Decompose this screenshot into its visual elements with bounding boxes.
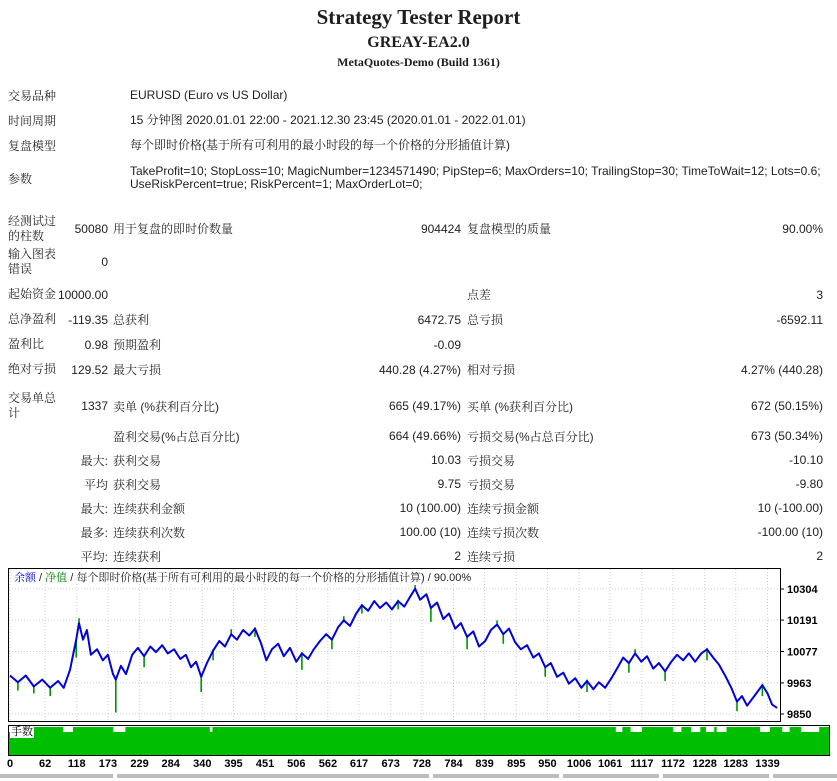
- stats-cell: [8, 500, 108, 517]
- x-tick-label: 118: [67, 758, 86, 770]
- stats-cell: [113, 500, 461, 517]
- stats-cell-label: 连续亏损金额: [467, 501, 540, 516]
- x-tick-label: 62: [38, 758, 52, 770]
- x-tick-label: 229: [130, 758, 149, 770]
- stats-cell: [467, 548, 823, 565]
- stats-row: [8, 212, 837, 245]
- stats-cell-value: 10000.00: [57, 287, 108, 302]
- chart-legend: [12, 572, 473, 584]
- stats-cell-value: 673 (50.34%): [750, 429, 823, 443]
- settings-label: 参数: [8, 171, 33, 186]
- settings-label: 交易品种: [8, 89, 57, 103]
- stats-cell: [113, 524, 461, 541]
- stats-cell-label: 起始资金: [8, 287, 57, 301]
- stats-cell: [467, 311, 823, 328]
- x-tick-label: 617: [349, 758, 369, 770]
- stats-cell-label: 预期盈利: [113, 338, 162, 352]
- settings-value: 每个即时价格(基于所有可利用的最小时段的每一个价格的分形插值计算): [130, 138, 510, 152]
- stats-cell: [113, 336, 461, 353]
- stats-cell: [8, 337, 108, 352]
- x-tick-label: 395: [224, 758, 243, 770]
- stats-cell-value: 664 (49.66%): [388, 429, 461, 443]
- stats-cell-label: 交易单总计: [8, 391, 57, 420]
- legend-balance: 余额: [14, 572, 36, 584]
- stats-cell-value: 最多:: [80, 525, 108, 540]
- stats-cell-value: -119.35: [68, 312, 108, 327]
- server-build: MetaQuotes-Demo (Build 1361): [337, 55, 500, 69]
- stats-cell-value: 4.27% (440.28): [740, 362, 823, 377]
- stats-cell: [8, 391, 108, 421]
- settings-row: [8, 83, 829, 108]
- stats-row: [8, 544, 837, 568]
- stats-cell-label: 卖单 (%获利百分比): [113, 399, 219, 414]
- stats-cell: [8, 247, 108, 277]
- legend-separator: /: [36, 572, 46, 584]
- stats-row: [8, 357, 837, 382]
- x-tick-label: 1117: [630, 758, 654, 770]
- stats-cell-label: 买单 (%获利百分比): [467, 399, 573, 414]
- stats-cell-label: 总亏损: [467, 313, 504, 327]
- stats-cell: [467, 286, 823, 303]
- stats-cell: [467, 220, 823, 237]
- legend-separator: /: [67, 572, 77, 584]
- stats-cell: [113, 220, 461, 237]
- stats-cell-value: 440.28 (4.27%): [378, 362, 461, 377]
- stats-cell-label: 最大亏损: [113, 363, 162, 377]
- balance-chart: [0, 568, 837, 722]
- settings-table: [0, 83, 837, 198]
- stats-cell: [113, 548, 461, 565]
- stats-row: [8, 245, 837, 278]
- stats-row: [8, 388, 837, 424]
- stats-cell-value: 2: [454, 549, 461, 563]
- stats-cell-value: -9.80: [795, 477, 823, 491]
- x-tick-label: 284: [161, 758, 180, 770]
- x-axis-labels: [0, 758, 837, 771]
- stats-cell: [467, 398, 823, 415]
- stats-cell-value: -10.10: [788, 453, 823, 467]
- stats-cell-label: 连续亏损: [467, 549, 516, 564]
- settings-row: [8, 108, 829, 133]
- x-tick-label: 1172: [661, 758, 685, 770]
- balance-equity-graph: [0, 568, 837, 722]
- stats-cell-label: 亏损交易: [467, 453, 516, 468]
- svg-text:9850: 9850: [787, 709, 812, 721]
- stats-cell-value: 9.75: [437, 477, 461, 491]
- stats-cell-label: 获利交易: [113, 453, 162, 468]
- stats-cell-value: 90.00%: [782, 221, 823, 236]
- report-header: [0, 0, 837, 70]
- x-tick-label: 839: [475, 758, 494, 770]
- stats-cell-label: 绝对亏损: [8, 362, 57, 376]
- stats-cell-label: 经测试过的柱数: [8, 213, 57, 243]
- stats-cell: [8, 548, 108, 565]
- ea-name: GREAY-EA2.0: [367, 34, 470, 51]
- lots-graph: [0, 725, 837, 757]
- stats-cell: [467, 361, 823, 378]
- stats-cell-value: 129.52: [71, 362, 108, 377]
- svg-text:9963: 9963: [787, 677, 812, 690]
- lots-label: 手数: [11, 726, 33, 738]
- stats-cell-value: 6472.75: [417, 312, 461, 327]
- stats-row: [8, 332, 837, 357]
- legend-separator: /: [424, 572, 434, 584]
- stats-cell-value: 0: [101, 254, 108, 269]
- x-tick-label: 1283: [723, 758, 749, 770]
- stats-cell-label: 总获利: [113, 313, 150, 327]
- settings-row: [8, 158, 829, 198]
- x-tick-label: 562: [318, 758, 338, 770]
- stats-cell: [113, 311, 461, 328]
- stats-cell-label: 连续获利金额: [113, 501, 186, 516]
- stats-cell-value: 1337: [81, 399, 108, 413]
- stats-cell-label: 连续获利: [113, 549, 162, 564]
- x-tick-label: 340: [193, 758, 212, 770]
- svg-text:10191: 10191: [787, 615, 818, 628]
- stats-cell-value: -0.09: [433, 337, 461, 352]
- stats-cell: [113, 428, 461, 445]
- stats-cell-value: 2: [816, 549, 823, 563]
- x-tick-label: 950: [538, 758, 557, 770]
- legend-quality: 90.00%: [433, 572, 472, 584]
- stats-row: [8, 472, 837, 496]
- stats-cell-value: 100.00 (10): [399, 525, 461, 539]
- x-tick-label: 0: [6, 758, 14, 770]
- settings-label: 复盘模型: [8, 139, 57, 153]
- stats-cell: [113, 361, 461, 378]
- x-tick-label: 1339: [755, 758, 780, 770]
- x-tick-label: 506: [287, 758, 306, 770]
- stats-cell-value: 平均:: [80, 549, 108, 564]
- stats-cell-value: 平均: [83, 477, 108, 492]
- settings-row: [8, 133, 829, 158]
- stats-cell-value: 50080: [74, 221, 108, 236]
- settings-value: 15 分钟图 2020.01.01 22:00 - 2021.12.30 23:45 (2020.01.01 - 2022.01.01): [130, 113, 526, 127]
- stats-row: [8, 448, 837, 472]
- stats-row: [8, 307, 837, 332]
- stats-cell: [8, 287, 108, 302]
- stats-cell: [467, 452, 823, 469]
- x-tick-label: 1228: [692, 758, 717, 770]
- x-tick-label: 784: [444, 758, 463, 770]
- stats-row: [8, 496, 837, 520]
- stats-cell: [467, 524, 823, 541]
- x-tick-label: 451: [255, 758, 275, 770]
- stats-cell: [113, 476, 461, 493]
- stats-cell: [8, 214, 108, 244]
- x-tick-label: 673: [381, 758, 400, 770]
- stats-cell: [467, 428, 823, 445]
- lots-panel: [0, 725, 837, 757]
- stats-row: [8, 282, 837, 307]
- stats-cell: [113, 398, 461, 415]
- stats-cell-value: 672 (50.15%): [750, 399, 823, 413]
- stats-cell-label: 输入图表错误: [8, 246, 57, 276]
- legend-equity: 净值: [45, 572, 68, 584]
- svg-text:10077: 10077: [787, 646, 818, 659]
- stats-cell: [8, 524, 108, 541]
- stats-cell: [8, 452, 108, 469]
- x-tick-label: 1006: [566, 758, 592, 770]
- stats-cell-value: 最大:: [80, 453, 108, 468]
- settings-label: 时间周期: [8, 114, 57, 128]
- settings-value: EURUSD (Euro vs US Dollar): [130, 88, 288, 102]
- settings-value: TakeProfit=10; StopLoss=10; MagicNumber=1234571490; PipStep=6; MaxOrders=10; TrailingStop=30; TimeToWait=12; Lots=0.6; UseRiskPercent=true; RiskPercent=1; MaxOrderLot=0;: [130, 164, 821, 191]
- stats-cell-label: 亏损交易: [467, 477, 516, 492]
- stats-row: [8, 424, 837, 448]
- stats-cell-label: 亏损交易(%占总百分比): [467, 429, 594, 444]
- stats-cell-value: 10.03: [430, 453, 461, 467]
- stats-cell-value: 665 (49.17%): [388, 399, 461, 413]
- stats-cell-label: 相对亏损: [467, 363, 516, 377]
- stats-cell: [8, 476, 108, 493]
- stats-table: [0, 212, 837, 568]
- stats-cell-value: 3: [816, 287, 823, 302]
- stats-cell-label: 复盘模型的质量: [467, 222, 552, 236]
- stats-cell-label: 盈利比: [8, 337, 45, 351]
- x-tick-label: 728: [412, 758, 431, 770]
- stats-cell-value: 10 (100.00): [399, 501, 461, 515]
- stats-cell-value: 904424: [420, 221, 461, 236]
- stats-cell-value: 10 (-100.00): [757, 501, 823, 515]
- stats-cell-label: 点差: [467, 288, 492, 302]
- next-table-top-edge: [0, 774, 837, 781]
- stats-cell-label: 获利交易: [113, 477, 162, 492]
- page-title: Strategy Tester Report: [316, 5, 521, 29]
- stats-cell-label: 连续获利次数: [113, 525, 186, 540]
- stats-cell-value: 0.98: [84, 337, 108, 352]
- stats-cell: [467, 500, 823, 517]
- stats-row: [8, 520, 837, 544]
- stats-cell: [113, 452, 461, 469]
- x-tick-label: 895: [507, 758, 526, 770]
- stats-cell-label: 总净盈利: [8, 312, 57, 326]
- stats-cell-value: -6592.11: [776, 312, 823, 327]
- stats-cell-label: 连续亏损次数: [467, 525, 540, 540]
- stats-cell: [8, 312, 108, 327]
- x-tick-label: 173: [98, 758, 118, 770]
- stats-cell-value: -100.00 (10): [757, 525, 823, 539]
- stats-cell: [8, 362, 108, 377]
- stats-cell-label: 用于复盘的即时价数量: [113, 222, 234, 236]
- svg-text:10304: 10304: [787, 584, 818, 596]
- x-tick-label: 1061: [597, 758, 623, 770]
- legend-model: 每个即时价格(基于所有可利用的最小时段的每一个价格的分形插值计算): [76, 572, 425, 584]
- stats-cell-label: 盈利交易(%占总百分比): [113, 429, 240, 444]
- stats-cell-value: 最大:: [80, 501, 108, 516]
- stats-cell: [467, 476, 823, 493]
